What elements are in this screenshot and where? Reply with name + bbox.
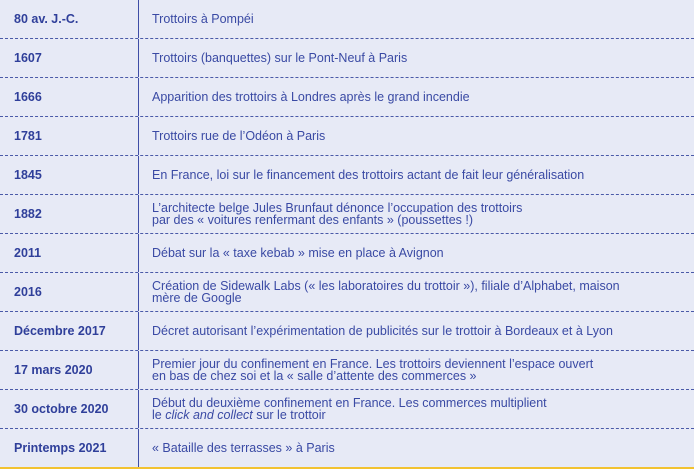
event-cell xyxy=(139,234,694,272)
date-cell: 1882 xyxy=(0,195,139,233)
date-cell: 1607 xyxy=(0,39,139,77)
event-text-line-1: Début du deuxième confinement en France. Les commerces multiplient xyxy=(152,396,547,410)
event-text-line-2 xyxy=(152,409,686,421)
table-row xyxy=(0,0,694,39)
table-row xyxy=(0,429,694,467)
event-cell xyxy=(139,0,694,38)
date-cell: 1666 xyxy=(0,78,139,116)
event-cell xyxy=(139,39,694,77)
table-row xyxy=(0,351,694,390)
date-cell: Décembre 2017 xyxy=(0,312,139,350)
date-cell: 2011 xyxy=(0,234,139,272)
table-row xyxy=(0,78,694,117)
event-text-line-2: mère de Google xyxy=(152,291,242,305)
date-cell: 2016 xyxy=(0,273,139,311)
event-text-italic: click and collect xyxy=(165,408,253,422)
date-cell: 80 av. J.-C. xyxy=(0,0,139,38)
event-text-prefix: le xyxy=(152,408,166,422)
event-text: Débat sur la « taxe kebab » mise en place à Avignon xyxy=(152,246,444,260)
event-text: Trottoirs à Pompéi xyxy=(152,12,254,26)
table-row xyxy=(0,390,694,429)
table-row xyxy=(0,273,694,312)
event-text: Apparition des trottoirs à Londres après le grand incendie xyxy=(152,90,470,104)
event-cell xyxy=(139,117,694,155)
table-row xyxy=(0,312,694,351)
event-cell xyxy=(139,351,694,389)
date-cell: 1781 xyxy=(0,117,139,155)
event-cell xyxy=(139,195,694,233)
event-text: En France, loi sur le financement des trottoirs actant de fait leur généralisation xyxy=(152,168,585,182)
event-text-line-1: L’architecte belge Jules Brunfaut dénonce l’occupation des trottoirs xyxy=(152,201,523,215)
event-cell xyxy=(139,156,694,194)
event-cell xyxy=(139,429,694,467)
table-row xyxy=(0,39,694,78)
event-cell xyxy=(139,78,694,116)
event-text: Décret autorisant l’expérimentation de publicités sur le trottoir à Bordeaux et à Lyon xyxy=(152,324,613,338)
date-cell: 17 mars 2020 xyxy=(0,351,139,389)
table-row xyxy=(0,156,694,195)
table-row xyxy=(0,195,694,234)
date-cell: Printemps 2021 xyxy=(0,429,139,467)
table-row xyxy=(0,117,694,156)
date-cell: 1845 xyxy=(0,156,139,194)
table-row xyxy=(0,234,694,273)
event-cell xyxy=(139,390,694,428)
event-cell xyxy=(139,312,694,350)
event-text-line-1: Premier jour du confinement en France. Les trottoirs deviennent l’espace ouvert xyxy=(152,357,594,371)
event-text: Trottoirs rue de l’Odéon à Paris xyxy=(152,129,326,143)
event-text: Trottoirs (banquettes) sur le Pont-Neuf à Paris xyxy=(152,51,408,65)
date-cell: 30 octobre 2020 xyxy=(0,390,139,428)
event-text-line-1: Création de Sidewalk Labs (« les laboratoires du trottoir »), filiale d’Alphabet, maison xyxy=(152,279,620,293)
event-text-line-2: par des « voitures renfermant des enfants » (poussettes !) xyxy=(152,213,474,227)
event-text-line-2: en bas de chez soi et la « salle d’attente des commerces » xyxy=(152,369,477,383)
event-cell xyxy=(139,273,694,311)
event-text-suffix: sur le trottoir xyxy=(252,408,326,422)
event-text: « Bataille des terrasses » à Paris xyxy=(152,441,335,455)
